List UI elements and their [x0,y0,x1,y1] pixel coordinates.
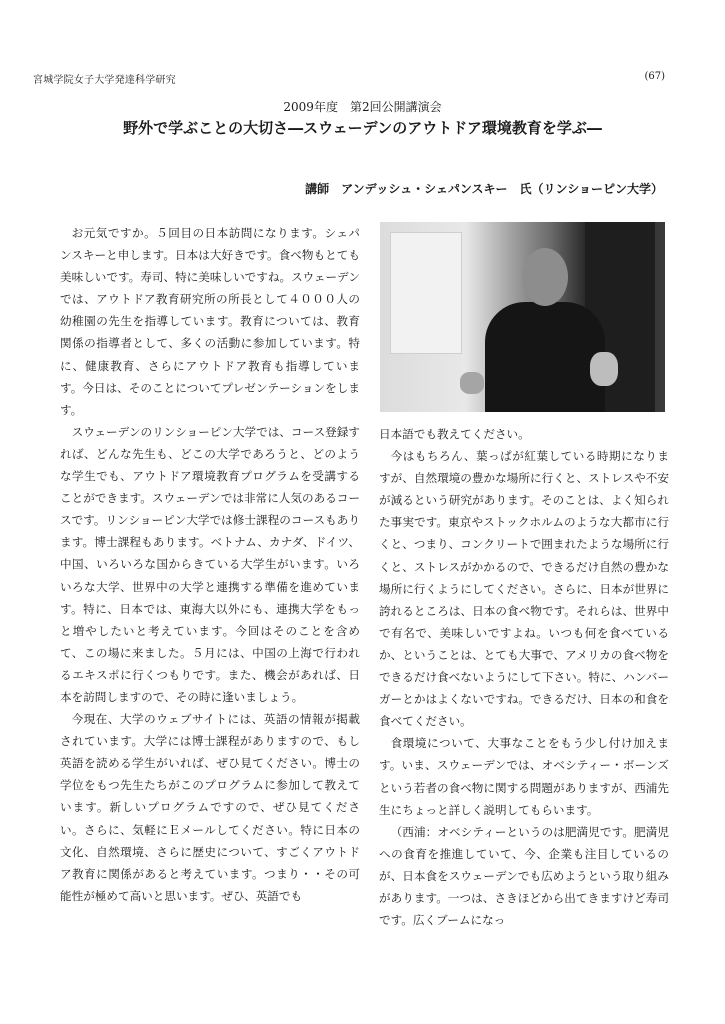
lecturer-line: 講師 アンデッシュ・シェパンスキー 氏（リンショーピン大学） [305,182,663,196]
article-title: 野外で学ぶことの大切さ―スウェーデンのアウトドア環境教育を学ぶ― [123,119,602,137]
photo-window [390,232,462,354]
right-column [379,423,669,931]
event-heading: 2009年度 第2回公開講演会 [283,100,442,114]
photo-speaker-hand [590,352,618,386]
journal-name: 宮城学院女子大学発達科学研究 [33,75,176,86]
paragraph: 食環境について、大事なことをもう少し付け加えます。いま、スウェーデンでは、オベシティー・ボーンズという若者の食べ物に関する問題がありますが、西浦先生にちょっと詳しく説明してもらいます。 [379,736,669,817]
left-column [60,222,360,907]
paragraph: 今現在、大学のウェブサイトには、英語の情報が掲載されています。大学には博士課程がありますので、もし英語を読める学生がいれば、ぜひ見てください。博士の学位をもつ先生たちがこのプログラムに参加して教えています。新しいプログラムですので、ぜひ見てください。さらに、気軽にＥメールしてください。特に日本の文化、自然環境、さらに歴史について、すごくアウトドア教育に関係があると考えています。つまり・・その可能性が極めて高いと思います。ぜひ、英語でも [60,712,360,903]
photo-speaker-head [522,248,568,306]
paragraph: 今はもちろん、葉っぱが紅葉している時期になりますが、自然環境の豊かな場所に行くと、ストレスや不安が減るという研究があります。そのことは、よく知られた事実です。東京やストックホルムのような大都市に行くと、つまり、コンクリートで囲まれたような場所に行くと、ストレスがかかるので、できるだけ自然の豊かな場所に行くようにしてください。さらに、日本が世界に誇れるところは、日本の食べ物です。それらは、世界中で有名で、美味しいですよね。いつも何を食べているか、ということは、とても大事で、アメリカの食べ物をできるだけ食べないようにして下さい。特に、ハンバーガーとかはよくないですね。できるだけ、日本の和食を食べてください。 [379,449,669,729]
photo-speaker-hand [460,372,484,394]
paragraph: お元気ですか。５回目の日本訪問になります。シェパンスキーと申します。日本は大好きです。食べ物もとても美味しいです。寿司、特に美味しいですね。スウェーデンでは、アウトドア教育研究所の所長として４０００人の幼稚園の先生を指導しています。教育については、教育関係の指導者として、多くの活動に参加しています。特に、健康教育、さらにアウトドア教育も指導しています。今日は、そのことについてプレゼンテーションをします。 [60,226,360,417]
paragraph: 日本語でも教えてください。 [379,427,530,441]
paragraph: スウェーデンのリンショーピン大学では、コース登録すれば、どんな先生も、どこの大学であろうと、どのような学生でも、アウトドア環境教育プログラムを受講することができます。スウェーデンでは非常に人気のあるコースです。リンショーピン大学では修士課程のコースもあります。博士課程もあります。ベトナム、カナダ、ドイツ、中国、いろいろな国からきている大学生がいます。いろいろな大学、世界中の大学と連携する準備を進めています。特に、日本では、東海大以外にも、連携大学をもっと増やしたいと考えています。今回はそのことを含めて、この場に来ました。５月には、中国の上海で行われるエキスポに行くつもりです。また、機会があれば、日本を訪問しますので、その時に逢いましょう。 [60,424,360,704]
photo-speaker-body [485,302,605,412]
paragraph: （西浦：オベシティーというのは肥満児です。肥満児への食育を推進していて、今、企業も注目しているのが、日本食をスウェーデンでも広めようという取り組みがあります。一つは、さきほどから出てきますけど寿司です。広くブームになっ [379,824,669,928]
lecturer-photo [380,222,665,412]
page-number: (67) [644,71,665,82]
